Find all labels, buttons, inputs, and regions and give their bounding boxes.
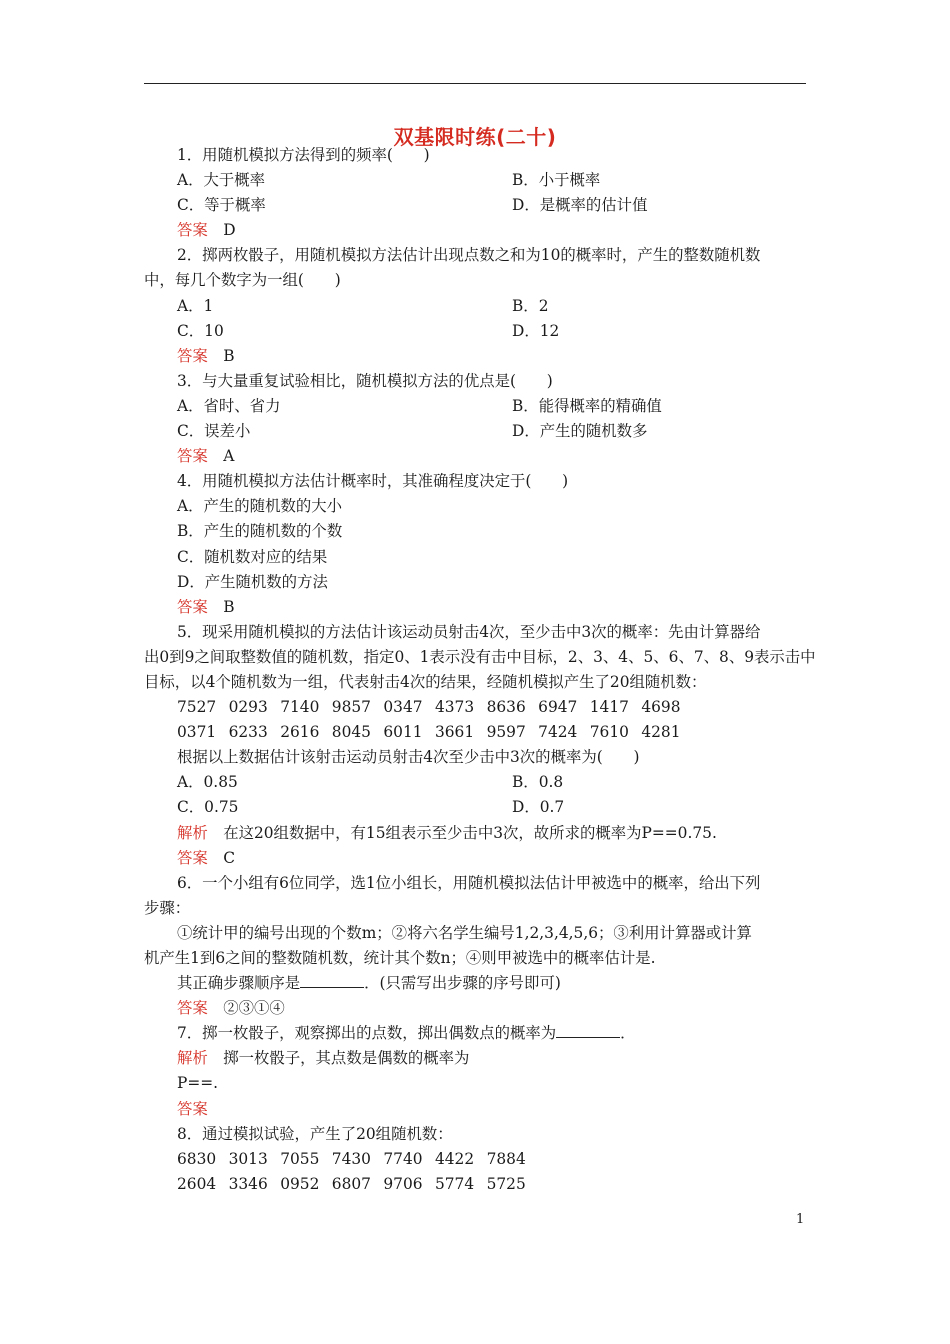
page-title: 双基限时练(二十) xyxy=(393,125,557,149)
option-a: A．产生的随机数的大小 xyxy=(177,497,343,516)
random-number: 3346 xyxy=(228,1174,268,1193)
option-c: C．0.75 xyxy=(177,798,239,817)
random-number: 0347 xyxy=(383,698,423,717)
question-3-answer xyxy=(144,444,814,469)
question-2-options-row xyxy=(144,319,814,344)
question-5-options-row xyxy=(144,770,814,795)
option-a: A．省时、省力 xyxy=(177,396,281,415)
question-5-analysis xyxy=(144,821,814,846)
analysis-label: 解析 xyxy=(177,1049,208,1068)
random-number: 1417 xyxy=(589,698,629,717)
random-number: 6233 xyxy=(228,723,268,742)
option-d: D．0.7 xyxy=(512,798,565,817)
option-c: C．等于概率 xyxy=(177,196,266,215)
question-2-stem-cont: 中，每几个数字为一组( ) xyxy=(144,271,341,290)
question-6-ask xyxy=(144,971,814,996)
question-6-answer xyxy=(144,996,814,1021)
answer-label: 答案 xyxy=(177,221,208,240)
ask-text-end: ．(只需写出步骤的序号即可) xyxy=(364,974,561,993)
random-number: 7527 xyxy=(177,698,217,717)
option-d: D．产生随机数的方法 xyxy=(177,572,328,591)
answer-value: B xyxy=(223,346,235,365)
random-number: 5725 xyxy=(486,1174,526,1193)
question-3-options-row xyxy=(144,419,814,444)
question-1-options-row xyxy=(144,168,814,193)
random-number: 7140 xyxy=(280,698,320,717)
option-b: B．产生的随机数的个数 xyxy=(177,522,343,541)
question-5-stem-cont: 出0到9之间取整数值的随机数，指定0、1表示没有击中目标，2、3、4、5、6、7、8、9表示击中 xyxy=(144,647,816,666)
random-number: 4698 xyxy=(641,698,681,717)
random-number: 9597 xyxy=(486,723,526,742)
question-7-answer xyxy=(144,1097,814,1122)
random-number: 6807 xyxy=(331,1174,371,1193)
answer-label: 答案 xyxy=(177,447,208,466)
option-c: C．误差小 xyxy=(177,422,251,441)
question-5-ask: 根据以上数据估计该射击运动员射击4次至少击中3次的概率为( ) xyxy=(177,748,640,767)
option-b: B．能得概率的精确值 xyxy=(512,396,662,415)
question-8-stem: 8．通过模拟试验，产生了20组随机数： xyxy=(177,1124,453,1143)
random-number: 3661 xyxy=(434,723,475,742)
answer-label: 答案 xyxy=(177,848,208,867)
option-c: C．随机数对应的结果 xyxy=(177,547,328,566)
random-number: 4422 xyxy=(434,1149,475,1168)
question-7-formula: P==. xyxy=(177,1074,219,1093)
random-number: 0952 xyxy=(280,1174,320,1193)
random-number: 9706 xyxy=(383,1174,423,1193)
question-6-steps-cont: 机产生1到6之间的整数随机数，统计其个数n；④则甲被选中的概率估计是. xyxy=(144,949,656,967)
analysis-label: 解析 xyxy=(177,823,208,842)
page-number: 1 xyxy=(796,1212,805,1227)
random-number: 4281 xyxy=(641,723,681,742)
answer-blank xyxy=(556,1023,620,1038)
option-a: A．0.85 xyxy=(177,773,238,792)
random-number: 7430 xyxy=(331,1149,371,1168)
random-number: 5774 xyxy=(434,1174,475,1193)
question-6-steps: ①统计甲的编号出现的个数m；②将六名学生编号1,2,3,4,5,6；③利用计算器或计算 xyxy=(177,923,752,942)
question-1-answer xyxy=(144,218,814,243)
random-number: 9857 xyxy=(331,698,371,717)
option-a: A．1 xyxy=(177,296,214,315)
random-number: 7055 xyxy=(280,1149,320,1168)
stem-text-end: ． xyxy=(620,1024,636,1043)
question-4-answer xyxy=(144,595,814,620)
question-1-options-row xyxy=(144,193,814,218)
random-number: 6947 xyxy=(538,698,578,717)
answer-blank xyxy=(300,973,364,988)
random-number: 7610 xyxy=(589,723,629,742)
question-6-stem: 6．一个小组有6位同学，选1位小组长，用随机模拟法估计甲被选中的概率，给出下列 xyxy=(177,873,761,892)
header-rule xyxy=(144,83,806,84)
random-number: 6830 xyxy=(177,1149,217,1168)
random-number: 7424 xyxy=(538,723,578,742)
question-2-options-row xyxy=(144,294,814,319)
ask-text: 其正确步骤顺序是 xyxy=(177,974,301,993)
random-number-row xyxy=(144,1172,814,1197)
answer-value: C xyxy=(223,848,235,867)
random-number: 8045 xyxy=(331,723,371,742)
question-5-options-row xyxy=(144,795,814,820)
answer-value: B xyxy=(223,597,235,616)
question-7-stem xyxy=(144,1021,814,1046)
question-5-stem: 5．现采用随机模拟的方法估计该运动员射击4次，至少击中3次的概率：先由计算器给 xyxy=(177,622,761,641)
random-number: 0293 xyxy=(228,698,268,717)
option-d: D．是概率的估计值 xyxy=(512,196,648,215)
option-c: C．10 xyxy=(177,321,224,340)
option-d: D．12 xyxy=(512,321,560,340)
random-number: 4373 xyxy=(434,698,475,717)
analysis-text: 在这20组数据中，有15组表示至少击中3次，故所求的概率为P==0.75. xyxy=(207,823,717,842)
random-number-row xyxy=(144,1147,814,1172)
random-number: 2604 xyxy=(177,1174,217,1193)
option-a: A．大于概率 xyxy=(177,171,266,190)
worksheet-body xyxy=(144,143,814,1197)
random-number: 0371 xyxy=(177,723,217,742)
random-number-row xyxy=(144,695,814,720)
option-b: B．0.8 xyxy=(512,773,564,792)
random-number: 2616 xyxy=(280,723,320,742)
question-5-answer xyxy=(144,846,814,871)
question-5-stem-cont: 目标，以4个随机数为一组，代表射击4次的结果，经随机模拟产生了20组随机数： xyxy=(144,672,707,691)
stem-text: 7．掷一枚骰子，观察掷出的点数，掷出偶数点的概率为 xyxy=(177,1024,557,1043)
option-b: B．2 xyxy=(512,296,549,315)
random-number-row xyxy=(144,720,814,745)
question-2-stem: 2．掷两枚骰子，用随机模拟方法估计出现点数之和为10的概率时，产生的整数随机数 xyxy=(177,246,761,265)
random-number: 7884 xyxy=(486,1149,526,1168)
answer-label: 答案 xyxy=(177,597,208,616)
answer-label: 答案 xyxy=(177,346,208,365)
question-4-stem: 4．用随机模拟方法估计概率时，其准确程度决定于( ) xyxy=(177,472,569,491)
question-1-stem: 1．用随机模拟方法得到的频率( ) xyxy=(177,146,430,164)
option-d: D．产生的随机数多 xyxy=(512,422,648,441)
answer-value: ②③①④ xyxy=(223,999,285,1018)
answer-label: 答案 xyxy=(177,999,208,1018)
option-b: B．小于概率 xyxy=(512,171,601,190)
question-3-options-row xyxy=(144,394,814,419)
random-number: 3013 xyxy=(228,1149,268,1168)
analysis-text: 掷一枚骰子，其点数是偶数的概率为 xyxy=(207,1049,470,1068)
question-3-stem: 3．与大量重复试验相比，随机模拟方法的优点是( ) xyxy=(177,371,553,390)
question-6-stem-cont: 步骤： xyxy=(144,898,191,917)
random-number: 7740 xyxy=(383,1149,423,1168)
answer-value: A xyxy=(223,447,235,466)
random-number: 6011 xyxy=(383,723,423,742)
random-number: 8636 xyxy=(486,698,526,717)
answer-value: D xyxy=(223,221,236,240)
answer-label: 答案 xyxy=(177,1099,208,1118)
question-7-analysis xyxy=(144,1046,814,1071)
question-2-answer xyxy=(144,344,814,369)
